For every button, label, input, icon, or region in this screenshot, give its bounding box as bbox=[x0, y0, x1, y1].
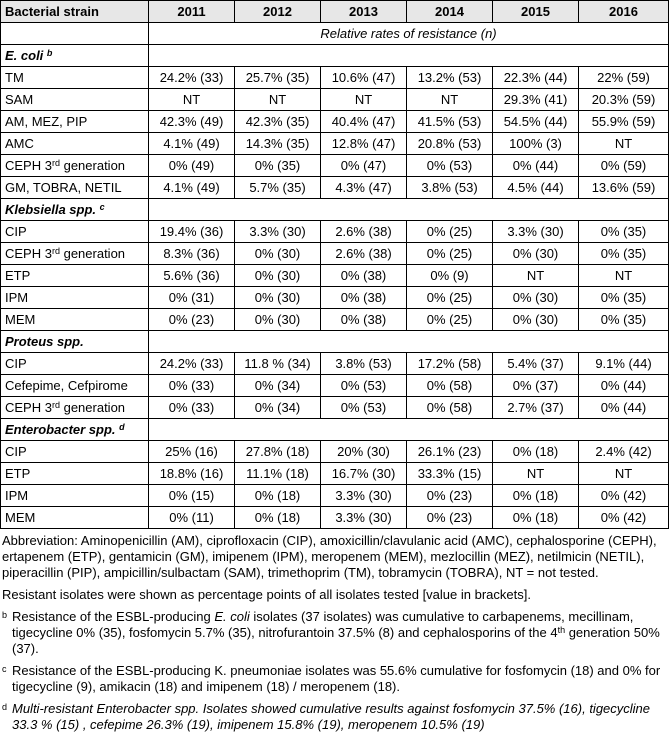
table-row bbox=[1, 309, 669, 331]
group-filler-cell bbox=[149, 199, 669, 221]
resistance-value: 5.6% (36) bbox=[149, 265, 235, 287]
resistance-value: 0% (25) bbox=[407, 243, 493, 265]
group-filler-cell bbox=[149, 419, 669, 441]
resistance-value: 3.3% (30) bbox=[321, 485, 407, 507]
group-name-cell bbox=[1, 199, 149, 221]
resistance-value: 0% (35) bbox=[579, 221, 669, 243]
resistance-value: 11.1% (18) bbox=[235, 463, 321, 485]
resistance-value: 0% (25) bbox=[407, 287, 493, 309]
table-row bbox=[1, 177, 669, 199]
resistance-value: 5.4% (37) bbox=[493, 353, 579, 375]
resistance-value: 0% (18) bbox=[493, 441, 579, 463]
resistance-value: 0% (47) bbox=[321, 155, 407, 177]
antibiotic-name: AM, MEZ, PIP bbox=[5, 113, 88, 129]
resistance-value: 0% (18) bbox=[493, 485, 579, 507]
resistance-value: 42.3% (49) bbox=[149, 111, 235, 133]
abbreviation-note: Abbreviation: Aminopenicillin (AM), ciprofloxacin (CIP), amoxicillin/clavulanic acid (AMC), cephalosporine (CEPH), ertapenem (ETP), gentamicin (GM), imipenem (IPM), meropenem (MEM), mezlocillin (MEZ), netilmicin (NETIL), piperacillin (PIP), ampicillin/sulbactam (SAM), trimethoprim (TM), tobramycin (TOBRA), NT = not tested. bbox=[2, 533, 657, 580]
table-row bbox=[1, 221, 669, 243]
antibiotic-name: MEM bbox=[5, 509, 36, 525]
table-row bbox=[1, 485, 669, 507]
group-name-cell bbox=[1, 419, 149, 441]
resistance-value: 12.8% (47) bbox=[321, 133, 407, 155]
group-row bbox=[1, 45, 669, 67]
antibiotic-name: SAM bbox=[5, 91, 34, 107]
resistance-value: NT bbox=[579, 463, 669, 485]
antibiotic-name: IPM bbox=[5, 289, 29, 305]
antibiotic-name: CIP bbox=[5, 443, 27, 459]
ordinal-suffix: rd bbox=[51, 245, 60, 256]
antibiotic-label bbox=[1, 441, 149, 463]
resistance-value: 0% (38) bbox=[321, 265, 407, 287]
antibiotic-name: Cefepime, Cefpirome bbox=[5, 377, 128, 393]
resistance-value: 0% (18) bbox=[235, 485, 321, 507]
antibiotic-label bbox=[1, 177, 149, 199]
resistance-value: 0% (18) bbox=[235, 507, 321, 529]
relative-rates-row bbox=[1, 23, 669, 45]
footnote-b bbox=[2, 609, 662, 657]
resistance-value: 0% (30) bbox=[235, 309, 321, 331]
footnote-mark: b bbox=[2, 610, 8, 620]
ordinal-suffix: rd bbox=[51, 399, 60, 410]
antibiotic-name: CIP bbox=[5, 355, 27, 371]
antibiotic-label bbox=[1, 353, 149, 375]
footnote-b-mid: isolates (37 isolates) was cumulative to carbapenems, mecillinam, tigecycline 0% (35), fosfomycin 5.7% (35), nitrofurantoin 37.5% (8) and cephalosporins of the 4 bbox=[12, 609, 634, 640]
group-name: Enterobacter spp. bbox=[5, 421, 116, 437]
resistance-value: 0% (23) bbox=[407, 507, 493, 529]
resistance-value: 9.1% (44) bbox=[579, 353, 669, 375]
resistance-value: 4.5% (44) bbox=[493, 177, 579, 199]
resistance-value: 3.3% (30) bbox=[235, 221, 321, 243]
group-name: Klebsiella spp. bbox=[5, 201, 97, 217]
table-row bbox=[1, 375, 669, 397]
footnote-marker: c bbox=[99, 201, 105, 212]
resistance-value: NT bbox=[321, 89, 407, 111]
group-filler-cell bbox=[149, 331, 669, 353]
footnote-b-italic: E. coli bbox=[214, 609, 250, 624]
resistance-value: 0% (44) bbox=[493, 155, 579, 177]
resistance-value: 16.7% (30) bbox=[321, 463, 407, 485]
footnote-d bbox=[2, 701, 662, 733]
resistance-value: 3.3% (30) bbox=[493, 221, 579, 243]
resistance-value: 0% (30) bbox=[493, 243, 579, 265]
year-header: 2016 bbox=[579, 1, 669, 23]
resistance-value: 0% (30) bbox=[235, 243, 321, 265]
table-row bbox=[1, 441, 669, 463]
antibiotic-name-tail: generation bbox=[59, 157, 126, 173]
footnote-c bbox=[2, 663, 662, 695]
resistance-value: 2.6% (38) bbox=[321, 221, 407, 243]
resistance-value: 0% (30) bbox=[493, 309, 579, 331]
footnote-mark: d bbox=[2, 702, 8, 712]
resistance-value: 11.8 % (34) bbox=[235, 353, 321, 375]
resistance-value: 5.7% (35) bbox=[235, 177, 321, 199]
resistance-value: 3.8% (53) bbox=[407, 177, 493, 199]
group-row bbox=[1, 419, 669, 441]
resistance-value: NT bbox=[235, 89, 321, 111]
footnote-b-post: generation 50% (37). bbox=[12, 625, 660, 656]
antibiotic-label bbox=[1, 221, 149, 243]
resistance-value: 19.4% (36) bbox=[149, 221, 235, 243]
resistance-value: 14.3% (35) bbox=[235, 133, 321, 155]
table-row bbox=[1, 397, 669, 419]
antibiotic-label bbox=[1, 111, 149, 133]
antibiotic-name: MEM bbox=[5, 311, 36, 327]
resistant-note: Resistant isolates were shown as percentage points of all isolates tested [value in brackets]. bbox=[2, 587, 531, 602]
relative-rates-label: Relative rates of resistance (n) bbox=[149, 23, 669, 45]
resistance-value: 0% (18) bbox=[493, 507, 579, 529]
resistance-value: 0% (49) bbox=[149, 155, 235, 177]
resistance-value: 0% (53) bbox=[321, 375, 407, 397]
footnote-marker: d bbox=[119, 421, 125, 432]
resistance-value: 25.7% (35) bbox=[235, 67, 321, 89]
resistance-value: 0% (25) bbox=[407, 221, 493, 243]
resistance-value: NT bbox=[149, 89, 235, 111]
footnote-marker: b bbox=[46, 47, 53, 58]
resistance-value: 0% (30) bbox=[235, 287, 321, 309]
table-row bbox=[1, 463, 669, 485]
resistance-value: 0% (35) bbox=[579, 309, 669, 331]
resistance-value: 20% (30) bbox=[321, 441, 407, 463]
resistance-value: NT bbox=[407, 89, 493, 111]
antibiotic-label bbox=[1, 485, 149, 507]
resistance-value: 0% (33) bbox=[149, 397, 235, 419]
footnote-b-pre: Resistance of the ESBL-producing bbox=[12, 609, 215, 624]
resistance-value: 2.7% (37) bbox=[493, 397, 579, 419]
resistance-value: 0% (34) bbox=[235, 397, 321, 419]
resistance-value: 0% (53) bbox=[321, 397, 407, 419]
resistance-value: 0% (35) bbox=[579, 243, 669, 265]
group-filler-cell bbox=[149, 45, 669, 67]
resistance-value: 24.2% (33) bbox=[149, 67, 235, 89]
resistance-value: 0% (30) bbox=[493, 287, 579, 309]
antibiotic-label bbox=[1, 309, 149, 331]
resistance-value: 10.6% (47) bbox=[321, 67, 407, 89]
table-row bbox=[1, 353, 669, 375]
resistance-value: 0% (58) bbox=[407, 375, 493, 397]
resistance-value: 26.1% (23) bbox=[407, 441, 493, 463]
group-name: E. coli bbox=[5, 47, 44, 63]
resistance-value: 0% (15) bbox=[149, 485, 235, 507]
resistance-value: 2.6% (38) bbox=[321, 243, 407, 265]
resistance-value: 0% (11) bbox=[149, 507, 235, 529]
resistance-value: NT bbox=[493, 463, 579, 485]
group-row bbox=[1, 331, 669, 353]
footnote-mark: c bbox=[2, 664, 7, 674]
resistance-value: 18.8% (16) bbox=[149, 463, 235, 485]
resistance-value: 54.5% (44) bbox=[493, 111, 579, 133]
resistance-value: 0% (23) bbox=[407, 485, 493, 507]
table-row bbox=[1, 111, 669, 133]
year-header: 2013 bbox=[321, 1, 407, 23]
resistance-value: 4.3% (47) bbox=[321, 177, 407, 199]
resistance-value: 0% (37) bbox=[493, 375, 579, 397]
resistance-value: 0% (25) bbox=[407, 309, 493, 331]
year-header: 2011 bbox=[149, 1, 235, 23]
resistance-value: 4.1% (49) bbox=[149, 177, 235, 199]
year-header: 2014 bbox=[407, 1, 493, 23]
antibiotic-label bbox=[1, 67, 149, 89]
footnote-b-sup: th bbox=[557, 625, 566, 635]
resistance-value: 0% (38) bbox=[321, 287, 407, 309]
resistance-value: 17.2% (58) bbox=[407, 353, 493, 375]
resistance-value: 0% (58) bbox=[407, 397, 493, 419]
resistance-value: 33.3% (15) bbox=[407, 463, 493, 485]
year-header: 2012 bbox=[235, 1, 321, 23]
antibiotic-label bbox=[1, 463, 149, 485]
table-row bbox=[1, 155, 669, 177]
footnote-text: Multi-resistant Enterobacter spp. Isolates showed cumulative results against fosfomycin 37.5% (16), tigecycline 33.3 % (15) , cefepime 26.3% (19), imipenem 15.8% (19), meropenem 10.5% (19) bbox=[12, 701, 651, 732]
antibiotic-label bbox=[1, 155, 149, 177]
antibiotic-label bbox=[1, 89, 149, 111]
resistance-value: 3.8% (53) bbox=[321, 353, 407, 375]
resistance-value: 8.3% (36) bbox=[149, 243, 235, 265]
antibiotic-name: TM bbox=[5, 69, 24, 85]
antibiotic-label bbox=[1, 243, 149, 265]
group-name: Proteus spp. bbox=[5, 333, 84, 349]
resistance-value: 100% (3) bbox=[493, 133, 579, 155]
table-row bbox=[1, 287, 669, 309]
table-row bbox=[1, 89, 669, 111]
footnote-text: Resistance of the ESBL-producing K. pneumoniae isolates was 55.6% cumulative for fosfomycin (18) and 0% for tigecycline (9), amikacin (18) and imipenem (18) / meropenem (18). bbox=[12, 663, 661, 694]
antibiotic-name: AMC bbox=[5, 135, 34, 151]
group-name-cell bbox=[1, 331, 149, 353]
resistance-value: 24.2% (33) bbox=[149, 353, 235, 375]
resistance-value: 0% (42) bbox=[579, 485, 669, 507]
antibiotic-name: ETP bbox=[5, 465, 31, 481]
resistance-value: 20.8% (53) bbox=[407, 133, 493, 155]
resistance-value: 40.4% (47) bbox=[321, 111, 407, 133]
resistance-value: 20.3% (59) bbox=[579, 89, 669, 111]
antibiotic-label bbox=[1, 507, 149, 529]
resistance-value: 0% (33) bbox=[149, 375, 235, 397]
resistance-value: 2.4% (42) bbox=[579, 441, 669, 463]
resistance-value: 0% (35) bbox=[235, 155, 321, 177]
header-row bbox=[1, 1, 669, 23]
antibiotic-name: ETP bbox=[5, 267, 31, 283]
table-row bbox=[1, 507, 669, 529]
resistance-value: NT bbox=[579, 133, 669, 155]
resistance-value: 25% (16) bbox=[149, 441, 235, 463]
resistance-value: 0% (59) bbox=[579, 155, 669, 177]
resistance-value: 0% (30) bbox=[235, 265, 321, 287]
resistance-value: 27.8% (18) bbox=[235, 441, 321, 463]
resistance-value: 4.1% (49) bbox=[149, 133, 235, 155]
antibiotic-label bbox=[1, 265, 149, 287]
resistance-value: 0% (42) bbox=[579, 507, 669, 529]
resistance-value: 22% (59) bbox=[579, 67, 669, 89]
resistance-value: 41.5% (53) bbox=[407, 111, 493, 133]
antibiotic-name: GM, TOBRA, NETIL bbox=[5, 179, 122, 195]
antibiotic-label bbox=[1, 397, 149, 419]
resistance-value: NT bbox=[579, 265, 669, 287]
resistance-value: 0% (9) bbox=[407, 265, 493, 287]
resistance-value: 13.2% (53) bbox=[407, 67, 493, 89]
antibiotic-name-tail: generation bbox=[59, 245, 126, 261]
ordinal-suffix: rd bbox=[51, 157, 60, 168]
table-notes bbox=[0, 529, 664, 733]
antibiotic-name-tail: generation bbox=[59, 399, 126, 415]
group-name-cell bbox=[1, 45, 149, 67]
group-row bbox=[1, 199, 669, 221]
resistance-value: 0% (34) bbox=[235, 375, 321, 397]
antibiotic-name: CEPH 3 bbox=[5, 399, 52, 415]
year-header: 2015 bbox=[493, 1, 579, 23]
resistance-value: 22.3% (44) bbox=[493, 67, 579, 89]
table-row bbox=[1, 243, 669, 265]
blank-cell bbox=[1, 23, 149, 45]
table-row bbox=[1, 67, 669, 89]
antibiotic-label bbox=[1, 375, 149, 397]
resistance-value: NT bbox=[493, 265, 579, 287]
antibiotic-label bbox=[1, 133, 149, 155]
resistance-value: 29.3% (41) bbox=[493, 89, 579, 111]
resistance-value: 42.3% (35) bbox=[235, 111, 321, 133]
resistance-value: 3.3% (30) bbox=[321, 507, 407, 529]
resistance-value: 0% (35) bbox=[579, 287, 669, 309]
antibiotic-name: CIP bbox=[5, 223, 27, 239]
antibiotic-name: CEPH 3 bbox=[5, 245, 52, 261]
antibiotic-name: IPM bbox=[5, 487, 29, 503]
antibiotic-name: CEPH 3 bbox=[5, 157, 52, 173]
resistance-value: 13.6% (59) bbox=[579, 177, 669, 199]
resistance-value: 0% (44) bbox=[579, 375, 669, 397]
table-row bbox=[1, 133, 669, 155]
resistance-value: 55.9% (59) bbox=[579, 111, 669, 133]
strain-header: Bacterial strain bbox=[1, 1, 149, 23]
footnote-text bbox=[12, 609, 662, 657]
table-row bbox=[1, 265, 669, 287]
resistance-value: 0% (44) bbox=[579, 397, 669, 419]
resistance-value: 0% (23) bbox=[149, 309, 235, 331]
resistance-value: 0% (38) bbox=[321, 309, 407, 331]
resistance-value: 0% (31) bbox=[149, 287, 235, 309]
resistance-value: 0% (53) bbox=[407, 155, 493, 177]
antibiotic-label bbox=[1, 287, 149, 309]
